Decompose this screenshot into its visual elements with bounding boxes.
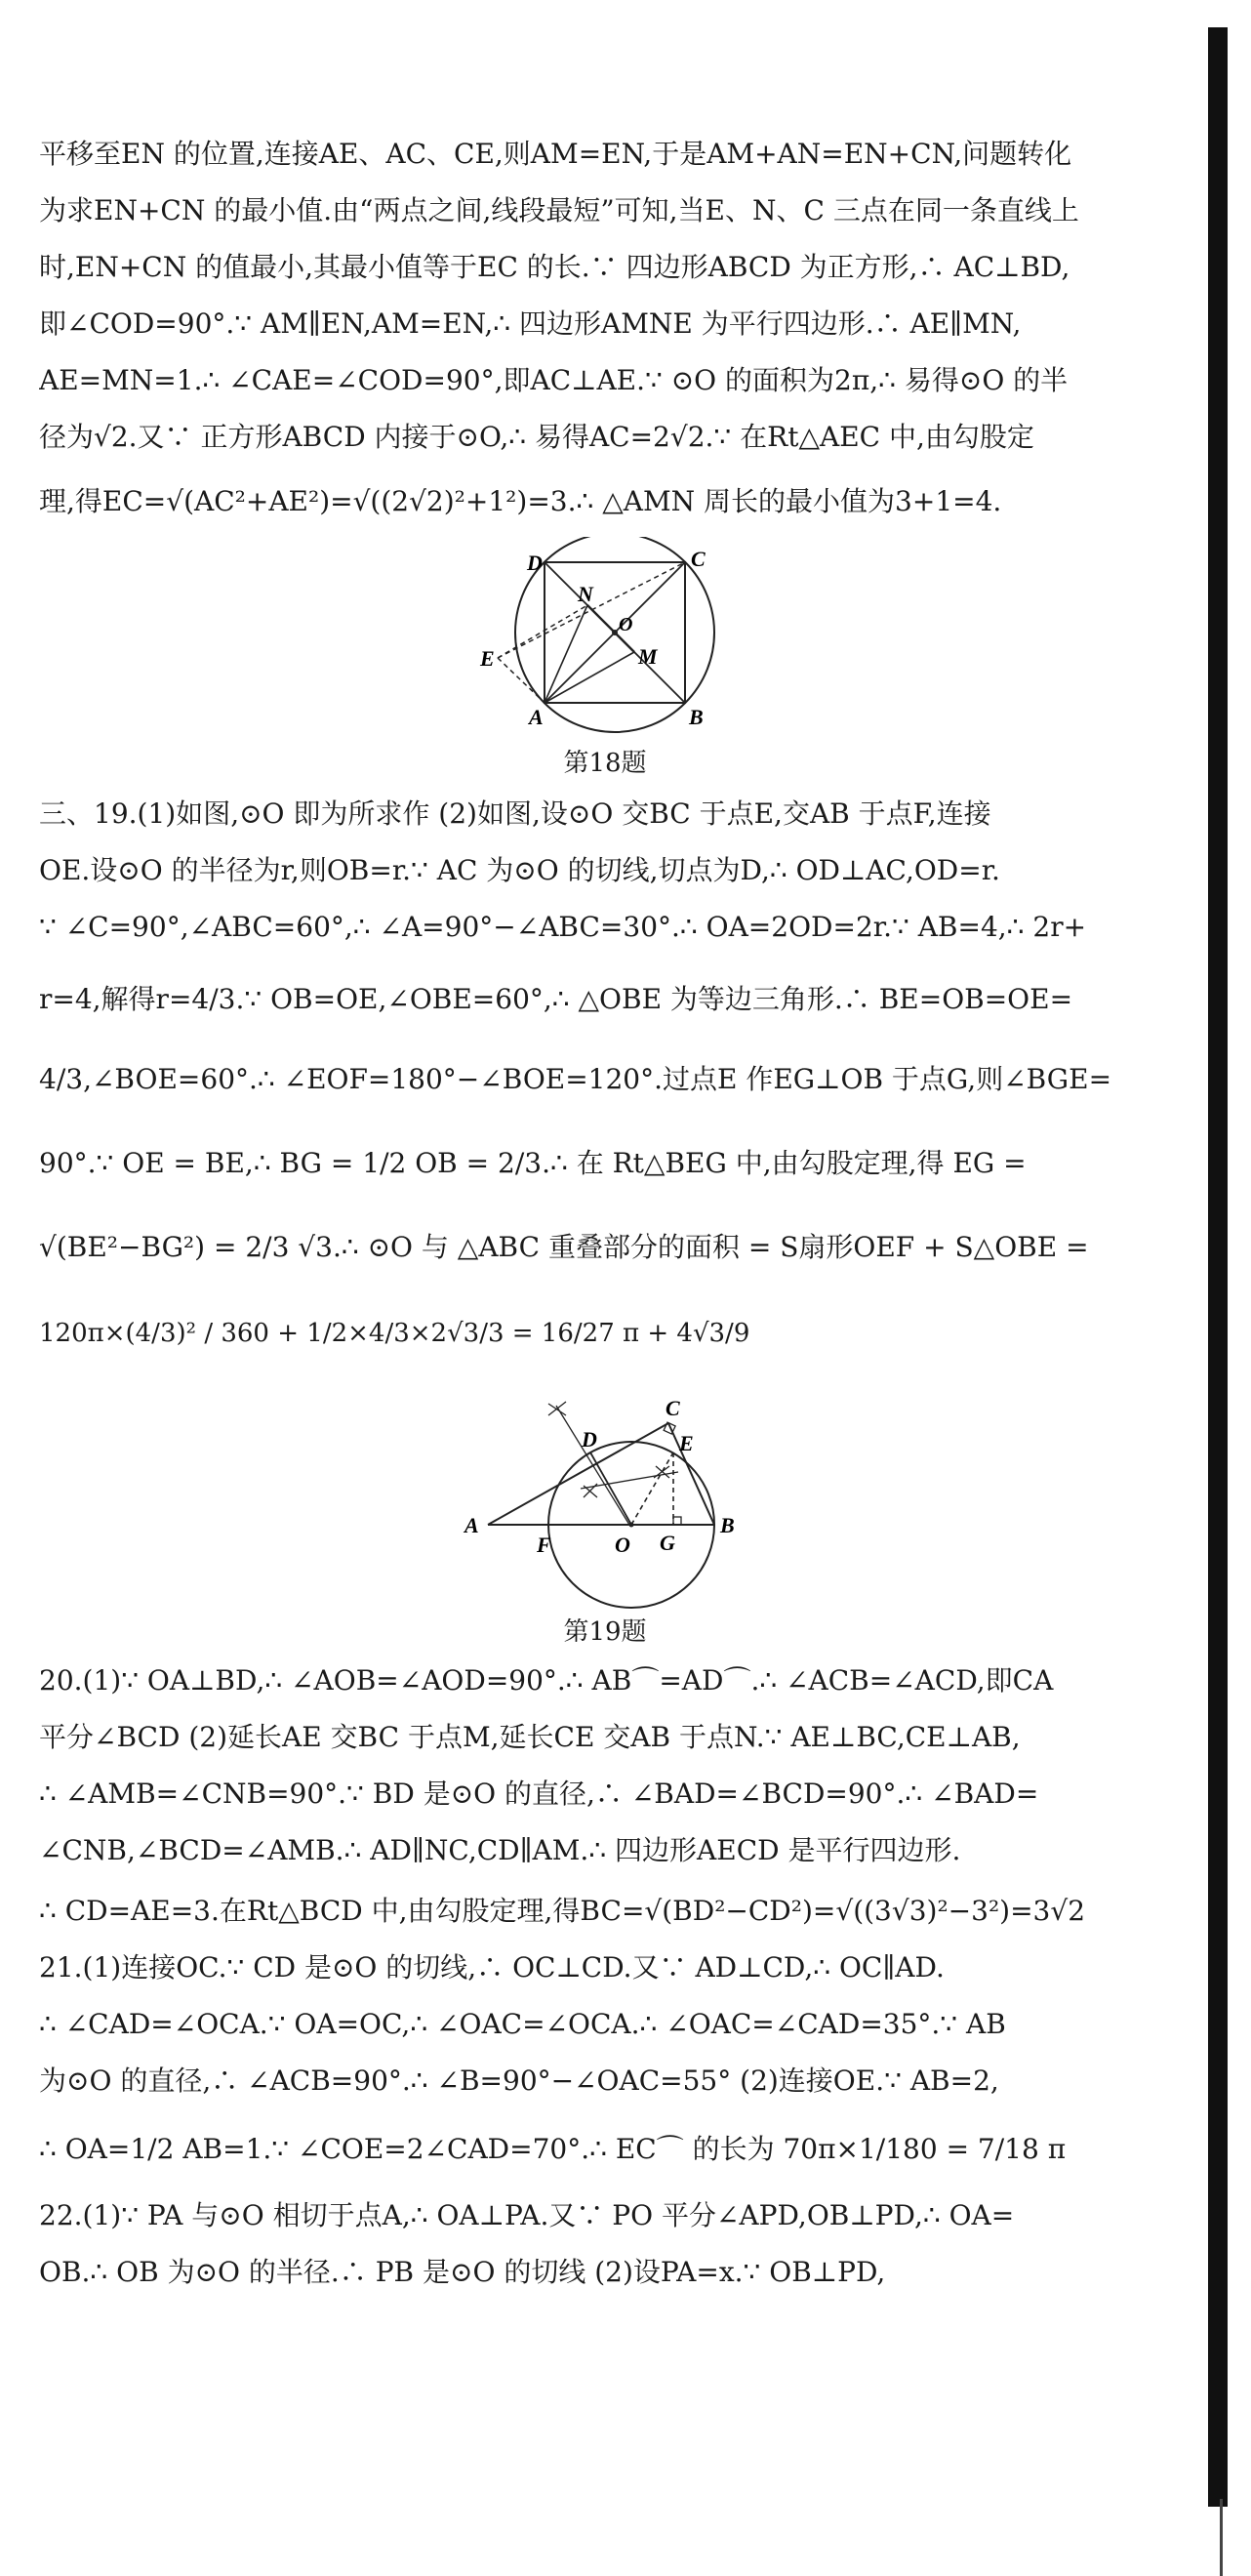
- text-line: 即∠COD=90°.∵ AM∥EN,AM=EN,∴ 四边形AMNE 为平行四边形.∴ AE∥MN,: [39, 307, 1022, 340]
- label-o: O: [615, 1533, 630, 1557]
- segment-en: [498, 605, 587, 658]
- text-line: AE=MN=1.∴ ∠CAE=∠COD=90°,即AC⊥AE.∵ ⊙O 的面积为2π,∴ 易得⊙O 的半: [39, 364, 1069, 396]
- solution-20: [39, 1661, 1171, 1931]
- text-line: 为⊙O 的直径,∴ ∠ACB=90°.∴ ∠B=90°−∠OAC=55° (2)连接OE.∵ AB=2,: [39, 2065, 999, 2097]
- answer-page: [39, 135, 1171, 2292]
- label-n: N: [578, 582, 593, 606]
- text-line: 平分∠BCD (2)延长AE 交BC 于点M,延长CE 交AB 于点N.∵ AE⊥BC,CE⊥AB,: [39, 1721, 1021, 1753]
- text-line: 时,EN+CN 的值最小,其最小值等于EC 的长.∵ 四边形ABCD 为正方形,∴ AC⊥BD,: [39, 251, 1070, 283]
- text-line: 20.(1)∵ OA⊥BD,∴ ∠AOB=∠AOD=90°.∴ AB⌒=AD⌒.∴ ∠ACB=∠ACD,即CA: [39, 1664, 1054, 1697]
- text-line: ∴ OA=1/2 AB=1.∵ ∠COE=2∠CAD=70°.∴ EC⌒ 的长为 70π×1/180 = 7/18 π: [39, 2133, 1067, 2165]
- figure-18-diagram: [459, 537, 751, 742]
- label-d: D: [527, 551, 543, 575]
- text-line: 径为√2.又∵ 正方形ABCD 内接于⊙O,∴ 易得AC=2√2.∵ 在Rt△AEC 中,由勾股定: [39, 421, 1034, 453]
- text-line: ∴ ∠CAD=∠OCA.∵ OA=OC,∴ ∠OAC=∠OCA.∴ ∠OAC=∠CAD=35°.∵ AB: [39, 2008, 1006, 2040]
- figure-19-diagram: [429, 1376, 781, 1611]
- text-line: 21.(1)连接OC.∵ CD 是⊙O 的切线,∴ OC⊥CD.又∵ AD⊥CD,∴ OC∥AD.: [39, 1951, 945, 1983]
- point-o: [629, 1523, 634, 1528]
- text-line: r=4,解得r=4/3.∵ OB=OE,∠OBE=60°,∴ △OBE 为等边三角形.∴ BE=OB=OE=: [39, 983, 1073, 1015]
- page-edge-line: [1220, 2499, 1223, 2576]
- label-c: C: [691, 547, 706, 571]
- text-line: 为求EN+CN 的最小值.由“两点之间,线段最短”可知,当E、N、C 三点在同一条直线上: [39, 194, 1079, 226]
- label-b: B: [689, 705, 704, 729]
- text-line: ∠CNB,∠BCD=∠AMB.∴ AD∥NC,CD∥AM.∴ 四边形AECD 是平行四边形.: [39, 1834, 961, 1866]
- point-o: [612, 630, 618, 635]
- text-line: 120π×(4/3)² / 360 + 1/2×4/3×2√3/3 = 16/27 π + 4√3/9: [39, 1319, 750, 1348]
- label-m: M: [638, 644, 658, 669]
- segment-oe: [631, 1452, 673, 1525]
- segment-am: [545, 652, 634, 703]
- text-line: 平移至EN 的位置,连接AE、AC、CE,则AM=EN,于是AM+AN=EN+CN,问题转化: [39, 138, 1072, 170]
- label-g: G: [660, 1531, 675, 1555]
- page-edge-bar: [1208, 27, 1228, 2507]
- text-line: 4/3,∠BOE=60°.∴ ∠EOF=180°−∠BOE=120°.过点E 作EG⊥OB 于点G,则∠BGE=: [39, 1063, 1112, 1095]
- arc-mark: [584, 1484, 597, 1497]
- text-line: ∴ ∠AMB=∠CNB=90°.∵ BD 是⊙O 的直径,∴ ∠BAD=∠BCD=90°.∴ ∠BAD=: [39, 1778, 1039, 1810]
- segment-od: [590, 1452, 631, 1525]
- text-line: 三、19.(1)如图,⊙O 即为所求作 (2)如图,设⊙O 交BC 于点E,交AB 于点F,连接: [39, 797, 991, 830]
- side-ac: [488, 1423, 668, 1525]
- arc-mark: [654, 1466, 669, 1478]
- text-line: OE.设⊙O 的半径为r,则OB=r.∵ AC 为⊙O 的切线,切点为D,∴ OD⊥AC,OD=r.: [39, 854, 1000, 886]
- segment-an: [545, 605, 587, 703]
- construction-line: [556, 1406, 629, 1525]
- solution-21: [39, 1948, 1171, 2169]
- figure-18-caption: 第18题: [563, 749, 647, 778]
- solution-19: [39, 795, 1171, 1351]
- solution-18-tail: [39, 135, 1171, 521]
- label-b: B: [720, 1513, 735, 1537]
- label-d: D: [582, 1427, 597, 1452]
- text-line: √(BE²−BG²) = 2/3 √3.∴ ⊙O 与 △ABC 重叠部分的面积 = S扇形OEF + S△OBE =: [39, 1231, 1089, 1263]
- right-angle-mark: [673, 1517, 681, 1525]
- label-c: C: [666, 1396, 680, 1420]
- label-f: F: [537, 1533, 551, 1557]
- text-line: 22.(1)∵ PA 与⊙O 相切于点A,∴ OA⊥PA.又∵ PO 平分∠APD,OB⊥PD,∴ OA=: [39, 2199, 1015, 2231]
- label-a: A: [464, 1513, 479, 1537]
- label-a: A: [529, 705, 544, 729]
- label-e: E: [480, 646, 495, 671]
- figure-19-caption: 第19题: [563, 1617, 647, 1647]
- text-line: ∴ CD=AE=3.在Rt△BCD 中,由勾股定理,得BC=√(BD²−CD²)=√((3√3)²−3²)=3√2: [39, 1895, 1086, 1927]
- label-e: E: [679, 1431, 694, 1455]
- text-line: 理,得EC=√(AC²+AE²)=√((2√2)²+1²)=3.∴ △AMN 周长的最小值为3+1=4.: [39, 485, 1002, 517]
- label-o: O: [619, 614, 633, 635]
- text-line: 90°.∵ OE = BE,∴ BG = 1/2 OB = 2/3.∴ 在 Rt△BEG 中,由勾股定理,得 EG =: [39, 1147, 1027, 1179]
- text-line: OB.∴ OB 为⊙O 的半径.∴ PB 是⊙O 的切线 (2)设PA=x.∵ OB⊥PD,: [39, 2256, 886, 2288]
- solution-22: [39, 2196, 1171, 2292]
- arc-mark: [548, 1402, 566, 1415]
- text-line: ∵ ∠C=90°,∠ABC=60°,∴ ∠A=90°−∠ABC=30°.∴ OA=2OD=2r.∵ AB=4,∴ 2r+: [39, 911, 1087, 943]
